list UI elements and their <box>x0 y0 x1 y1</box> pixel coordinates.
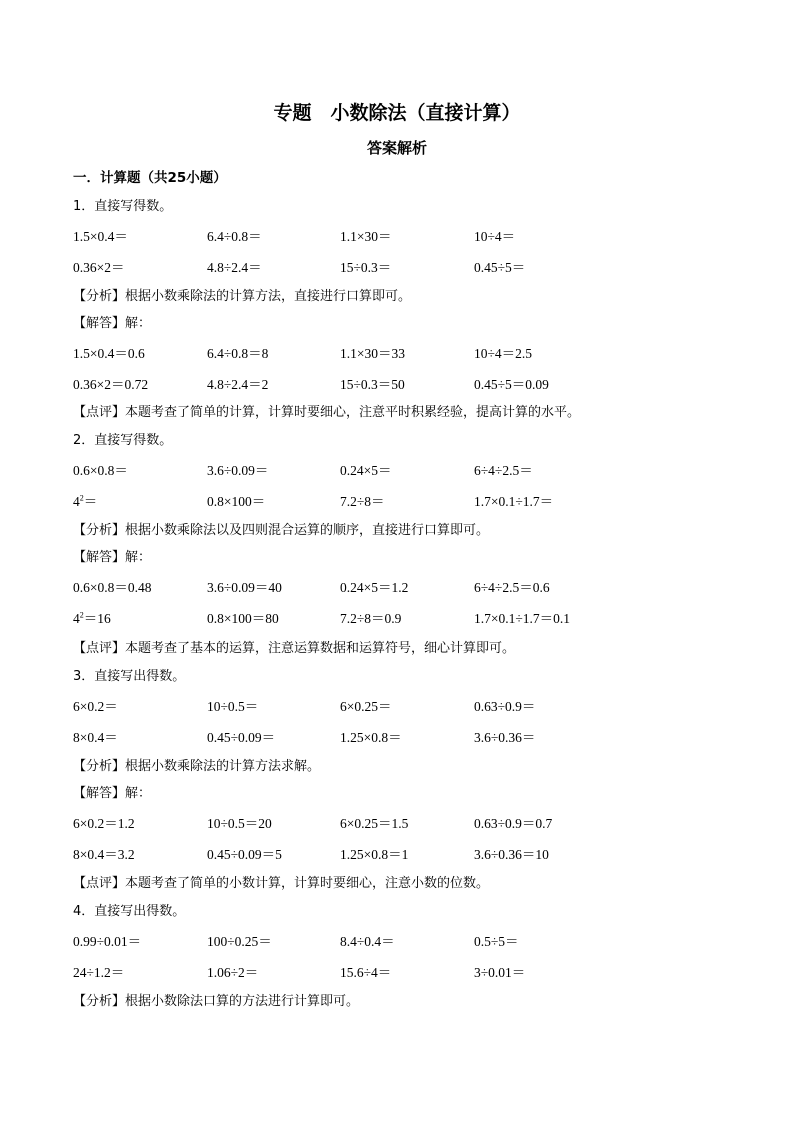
problem-cell: 15÷0.3＝ <box>340 260 392 275</box>
problem-cell: 1.25×0.8＝ <box>340 730 402 745</box>
answer-cell: 6.4÷0.8＝8 <box>207 346 269 361</box>
answer-cell: 10÷4＝2.5 <box>474 346 533 361</box>
question-2-comment: 【点评】本题考查了基本的运算，注意运算数据和运算符号，细心计算即可。 <box>73 641 516 656</box>
problem-cell: 24÷1.2＝ <box>73 965 125 980</box>
problem-cell: 100÷0.25＝ <box>207 934 272 949</box>
problem-cell: 0.36×2＝ <box>73 260 125 275</box>
answer-cell: 3.6÷0.09＝40 <box>207 580 282 595</box>
answer-cell: 0.24×5＝1.2 <box>340 580 409 595</box>
answer-cell: 6×0.25＝1.5 <box>340 816 409 831</box>
problem-cell: 3÷0.01＝ <box>474 965 526 980</box>
answer-cell: 0.36×2＝0.72 <box>73 377 149 392</box>
problem-cell: 6×0.25＝ <box>340 699 392 714</box>
problem-cell <box>73 490 97 510</box>
problem-cell: 1.7×0.1÷1.7＝ <box>474 494 554 509</box>
answer-cell <box>73 607 111 627</box>
question-3-comment: 【点评】本题考查了简单的小数计算，计算时要细心，注意小数的位数。 <box>73 876 490 891</box>
answer-cell: 0.8×100＝80 <box>207 611 279 626</box>
question-2-answer-label: 【解答】解： <box>73 550 152 565</box>
problem-cell: 1.1×30＝ <box>340 229 392 244</box>
question-1-analysis: 【分析】根据小数乘除法的计算方法，直接进行口算即可。 <box>73 289 412 304</box>
answer-cell: 1.7×0.1÷1.7＝0.1 <box>474 611 571 626</box>
problem-cell: 0.45÷0.09＝ <box>207 730 276 745</box>
problem-cell: 6÷4÷2.5＝ <box>474 463 533 478</box>
power-base: 4 <box>73 494 80 509</box>
section-heading: 一．计算题（共25小题） <box>73 170 227 186</box>
question-3-analysis: 【分析】根据小数乘除法的计算方法求解。 <box>73 759 321 774</box>
problem-cell: 6.4÷0.8＝ <box>207 229 262 244</box>
answer-cell: 8×0.4＝3.2 <box>73 847 135 862</box>
question-4-analysis: 【分析】根据小数除法口算的方法进行计算即可。 <box>73 994 360 1009</box>
answer-cell: 6×0.2＝1.2 <box>73 816 135 831</box>
problem-cell: 6×0.2＝ <box>73 699 118 714</box>
answer-cell: 4.8÷2.4＝2 <box>207 377 269 392</box>
answer-cell: 1.1×30＝33 <box>340 346 405 361</box>
problem-cell: 0.45÷5＝ <box>474 260 526 275</box>
problem-cell: 1.06÷2＝ <box>207 965 259 980</box>
problem-cell: 4.8÷2.4＝ <box>207 260 262 275</box>
question-1-label: 1．直接写得数。 <box>73 199 173 214</box>
problem-cell: 10÷0.5＝ <box>207 699 259 714</box>
question-3-answer-label: 【解答】解： <box>73 786 152 801</box>
answer-result: ＝16 <box>83 611 111 626</box>
problem-cell: 0.6×0.8＝ <box>73 463 128 478</box>
problem-cell: 0.63÷0.9＝ <box>474 699 536 714</box>
page-subtitle: 答案解析 <box>366 139 427 157</box>
answer-cell: 0.45÷0.09＝5 <box>207 847 282 862</box>
answer-cell: 6÷4÷2.5＝0.6 <box>474 580 550 595</box>
answer-cell: 7.2÷8＝0.9 <box>340 611 402 626</box>
power-exponent: 2 <box>79 610 84 620</box>
problem-cell: 10÷4＝ <box>474 229 516 244</box>
answer-cell: 0.63÷0.9＝0.7 <box>474 816 553 831</box>
problem-cell: 3.6÷0.36＝ <box>474 730 536 745</box>
problem-cell: 8.4÷0.4＝ <box>340 934 395 949</box>
answer-cell: 10÷0.5＝20 <box>207 816 272 831</box>
problem-equals: ＝ <box>83 494 98 509</box>
power-exponent: 2 <box>79 493 84 503</box>
problem-cell: 7.2÷8＝ <box>340 494 385 509</box>
problem-cell: 15.6÷4＝ <box>340 965 392 980</box>
answer-cell: 15÷0.3＝50 <box>340 377 405 392</box>
problem-cell: 0.5÷5＝ <box>474 934 519 949</box>
question-1-comment: 【点评】本题考查了简单的计算，计算时要细心，注意平时积累经验，提高计算的水平。 <box>73 405 581 420</box>
page-title: 专题 小数除法（直接计算） <box>273 102 521 124</box>
answer-cell: 0.45÷5＝0.09 <box>474 377 549 392</box>
question-2-analysis: 【分析】根据小数乘除法以及四则混合运算的顺序，直接进行口算即可。 <box>73 523 490 538</box>
problem-cell: 0.99÷0.01＝ <box>73 934 142 949</box>
answer-cell: 1.5×0.4＝0.6 <box>73 346 145 361</box>
problem-cell: 8×0.4＝ <box>73 730 118 745</box>
question-2-label: 2．直接写得数。 <box>73 433 173 448</box>
problem-cell: 3.6÷0.09＝ <box>207 463 269 478</box>
question-4-label: 4．直接写出得数。 <box>73 904 186 919</box>
question-1-answer-label: 【解答】解： <box>73 316 152 331</box>
question-3-label: 3．直接写出得数。 <box>73 669 186 684</box>
power-base: 4 <box>73 611 80 626</box>
problem-cell: 0.8×100＝ <box>207 494 266 509</box>
problem-cell: 0.24×5＝ <box>340 463 392 478</box>
answer-cell: 0.6×0.8＝0.48 <box>73 580 152 595</box>
answer-cell: 3.6÷0.36＝10 <box>474 847 549 862</box>
answer-cell: 1.25×0.8＝1 <box>340 847 409 862</box>
problem-cell: 1.5×0.4＝ <box>73 229 128 244</box>
